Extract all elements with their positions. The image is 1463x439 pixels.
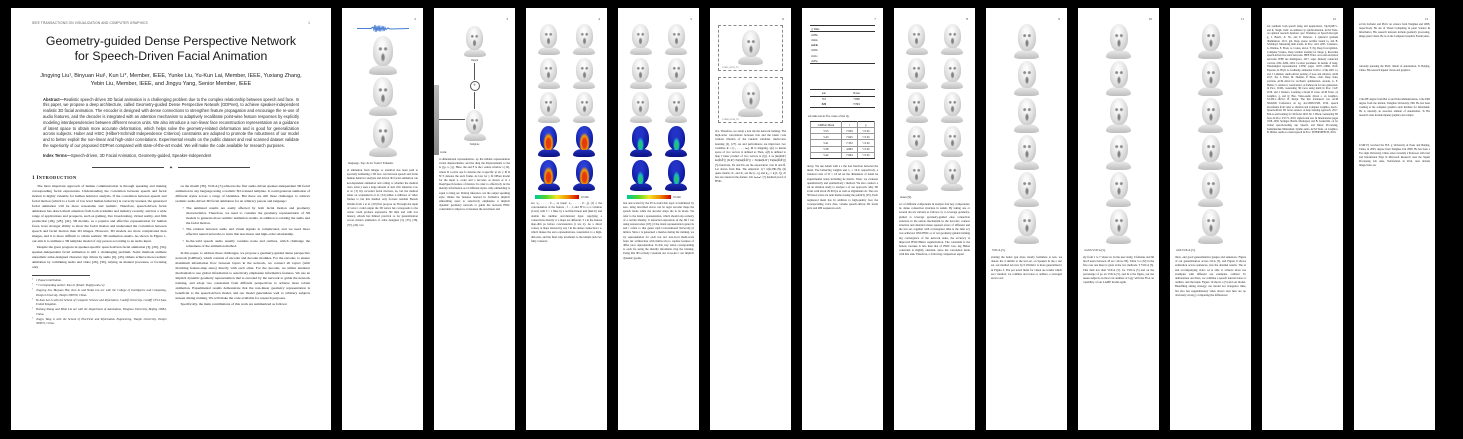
figure-caption: ataset [9]. (900, 195, 912, 199)
figure-caption: VOCA [5]. (992, 248, 1006, 252)
body-text: al animation from images or attention has been paid to specially animating a 3D face. ion between speech and facial human behavior analysis and driven 3D facial animation can ker-dependent animation and ording to whether the method cters. ation y uses a large amount of data cific situation. Cao et al. [3] lity recorded facial motions, ns, but the method relies on wapanakorn et al. [34] utilize n millions of video frames to but this method only focuses resident Barack Obama from s et al. [20] first propose an Through the input of voice t could output the 3D vertex hat corresponds to the center could produce expressive 3D time and with low latency. ethods has limited practical ce for generalization across mation animation of artist designed [3], [35], [36], [37], [43]. Liu (347, 168, 418, 227)
subject-box (718, 25, 783, 71)
face-mesh-figure (463, 26, 487, 57)
colorbar (627, 195, 671, 199)
page-11 (1170, 8, 1251, 430)
face-mesh-figure (368, 118, 398, 157)
table-cell: 7.959 (842, 128, 858, 134)
table-cell: 7.721 (838, 102, 875, 108)
footnote: • * Corresponding author: Kun Li (Email: lik@tju.edu.cn) (32, 283, 167, 287)
error-heatmap-face (537, 160, 561, 191)
face-mesh-figure (940, 126, 964, 157)
running-header (32, 21, 310, 25)
table-caption: ed rank test in five cases of the dy. (808, 113, 850, 118)
page-number: 4 (598, 17, 600, 21)
footnote-rule (32, 275, 90, 276)
figure-caption: work. (440, 150, 447, 154)
plus-circle-icon: + (470, 81, 480, 91)
figure-caption: d with VOCA [5]. (1084, 248, 1106, 252)
face-mesh-figure (905, 58, 929, 89)
table-cell: m24s (811, 37, 818, 42)
error-heatmap-face (664, 126, 688, 157)
page-12 (1262, 8, 1343, 430)
paragraph: on the mouth [36]. VOCA [5] achieves the first audio-driven speaker-independent 3D facial animation in any language using a realistic 3D scanned template. It could generate animation of different styles across a range of identities. But there are still three challenges to achieve realistic audio-driven 3D facial animation for an arbitrary person and language: (175, 183, 310, 203)
face-mesh-figure (1197, 98, 1224, 133)
page-number: 11 (1240, 17, 1244, 21)
subject-id-label: 170809_00138_TA (722, 119, 739, 121)
author-list: Jingying Liu¹, Binyuan Hui¹, Kun Li*, Member, IEEE, Yunke Liu, Yu-Kun Lai, Member, IEEE, Yuxiang Zhang, Yebin Liu, Member, IEEE, and Jingyu Yang, Senior Member, IEEE (40, 73, 302, 88)
page-number: 10 (1148, 17, 1152, 21)
table-cell: m50s (811, 48, 818, 53)
table-cell: 5.43 (810, 134, 841, 140)
face-mesh-figure (1013, 172, 1040, 207)
references-text: ion synthesis from speech using and Applications, 74(22):9871– and K. Singh. JALI: an animator ip synchronization. ACM Trans. on ognition research database: spec Workshop on Speech Recogni g, I. Busch, X. Yu, and P. Debevec. d spherical gradient illumination. 2011. gin. Deep sparse rectifier neural la, and B. Schölkopf. Measuring midt norms. In Proc. ALT, 2005. Catanzaro, G. Diamos, E. Elsen, A. Coates, and A. Y. Ng. Deep h recognition. Computer Science, Deep residual learning for image g. Real-time speech-driven face eural networks. IEEE Trans. on te-and-excitation networks. IEEE ine Intelligence, 2017. erger. Densely connected convolu 2261–2269, 2016. location parameter. In Annals of hang. Disentangled representation CVPR, pages 11957–11966, 2019. Esposito, R. Bryll, A. Godineity, animation. In Proc. of the 2001 va, and J. Lehtinen. Audio-driven earning of pose and emotion. ACM 2017. Xu, I. Thies, M. Nießner, P. Pérez, obalt. Deep video portraits. ACM ethod for stochastic optimization. averens, G. E. Henter, S. Alexan n. Gesticulator: A framework for ture generation. In Proc. ICML, Generating 3D faces using multi In Proc. CGF, 2019. and J. Romero. Learning a model D scans. ACM Trans. on Graphics, g, and Q. Huo. Video-audio driven s. on Graphics, 34:182:1–182:10, B. Kleijn. The hsic bottleneck: ion. ACM SIGKDD Conference on ng, abs/1908.01580, 2019. speech movements from video to alization and Computer Graphics, rkovic. Speech-driven 3D facial earance: A deep learning approach. 2017. End-to-end learning for 3D facial 2018. M. J. Black. Generating 3D faces In Proc. ECCV, 2018. signed-rank test. In International pages 1658–1659. Springer, Berlin, Moubayed, and B. Granström. on for virtual speech-reading sup Speech, and Music Processing, Kemelmacher-Shlizerman. Synthe audio. ACM Trans. on Graphics, B. Milner. Audio-to-visual speech In Proc. INTERSPEECH, 2016. (1267, 25, 1338, 135)
footnote: • Jingyu Yang is with the School of Electrical and Information Engineering, Tianjin University, Tianjin 300072, China. (32, 317, 167, 326)
table-cell: 7.664 (842, 152, 858, 158)
page-number: 8 (966, 17, 968, 21)
paper-title: Geometry-guided Dense Perspective Network for Speech-Driven Facial Animation (45, 34, 297, 63)
page-2 (342, 8, 423, 430)
face-grid (623, 23, 694, 192)
table-header: ean (810, 90, 838, 96)
significance-table (810, 121, 875, 159)
table-cell: < 0.01 (857, 134, 874, 140)
face-grid (899, 23, 970, 192)
table-cell: m11s (811, 53, 818, 58)
face-mesh-figure (537, 58, 561, 89)
face-mesh-figure (1105, 209, 1132, 244)
biography-paragraph: ed his bachelor and Ph.D. ter science from Tsinghua and 2008, respectively. He der of Visual Computing in puter Science & Informatics. His research interests include geometry processing, image puter vision. He is on the Computer Graphics Forum puter. (1359, 23, 1430, 38)
column-right (176, 184, 311, 327)
page-number: 1 (308, 21, 310, 25)
index-terms-label: Index Terms— (43, 152, 71, 158)
table-cell: 701 (821, 97, 827, 102)
paragraph: Despite the great progress in speaker-specific speech-driven facial animation [3], [20], [34], speaker-independent facial animation is still a challenging problem. Some methods animate unrealistic artist-designed character rigs driven by audio [6], [43]. Others achieve more realistic animation by combining audio and video [26], [30], relying on manual processes, or focusing only (32, 245, 167, 270)
table-cell: 7.890 (853, 97, 860, 102)
list-item: • The animated results are easily affected by both facial motion and geometry characteristics. Therefore, we need to consider the geometry representation of 3D models to generate more realistic animation results, in addition to relating the audio and the facial motion. (183, 206, 311, 226)
abstract: Abstract—Realistic speech-driven 3D facial animation is a challenging problem due to the complex relationship between speech and face. In this paper, we propose a deep architecture, called Geometry-guided Dense Perspective Network (GDPnet), to achieve speaker-independent realistic 3D facial animation. The encoder is designed with dense connections to strengthen feature propagation and encourage the re-use of audio features, and the decoder is integrated with an attention mechanism to adaptively recalibrate point-wise feature responses by explicitly modeling interdependencies between different neuron units. We also introduce a non-linear face reconstruction representation as a guidance of latent space to obtain more accurate deformation, which helps solve the geometry-related deformation and is good for generalization across subjects. Huber and HSIC (Hilbert-Schmidt Independence Criterion) constraints are adopted to promote the robustness of our model and to better exploit the non-linear and high-order correlations. Experimental results on the public dataset and real scanned dataset validate the superiority of our proposed GDPnet compared with state-of-the-art model. We will make the code available for research purposes. (43, 96, 299, 148)
noise-table (810, 89, 875, 108)
body-text: decay. We use Adam with a s the loss function between the mesh. The balancing weights and λ₂ = 10.0, respectively. a windows size of W = 16 nd set the dimension of latent he experimental setup including he metric. Then, we evaluate quantitatively and qualitatively t method. We also conduct a rm an ablation study to analyze s of our approach. ality 3D scans with about 29 60 fps as well as alignments ck. The raw 3D head scans are nent method using the publicly [25]. Each registered mesh has In addition to high-quality face the corresponding voice data, valuate speech-driven 3D facial jects and 480 sequences each (807, 164, 878, 211)
footnote: • Yu-Kun Lai is with the School of Computer Science and Informatics, Cardiff University, Cardiff CF24 3AA, United Kingdom. (32, 298, 167, 307)
abstract-label: Abstract— (43, 96, 64, 102)
body-text: strating the better gen more clearly formulate st sets, we denote the d similar to the test set. on Speaker in the e test set, our method nd error by 0.181mm t is more generalized n in Figure 3. The per ucted mesh for visual ate results which are r method, we combine ural noise or outliers, e averaged errors over (991, 255, 1062, 281)
face-mesh-figure (1013, 24, 1040, 59)
body-text: lata and scaled by the PCA stand this layer is initialized by zero. ining described above can be regar encoder maps the speech mode while the decoder maps the la sh mode. We refer to the latent r epresentation, which should exp eometry of a certain identity. It nstructed expression in the 3D f ion using autoencoders [18], [2 the latent representation gener rk and r refers to that gener raph Convolutional Network) [2 inition. Since r is generated o metries during the training, we try representation for each trai ract non-local multi-scale featu der architecture with multi-colu to capture features of differ pace representation. In this way tation corresponding to each fra using the identity informatio ring the training. Using this 3D ectively constrain our cross-mo t our implicit dynamic geome (623, 201, 694, 260)
face-mesh-figure (629, 24, 653, 55)
face-mesh-figure (1013, 209, 1040, 244)
table-cell: 4.863 (842, 146, 858, 152)
figure-caption: with VOCA [5]. (1176, 248, 1196, 252)
face-mesh-figure (940, 160, 964, 191)
body-text: ers, x₀, . . . , xᶠ₋₁, as input: x₁, . . . , xᶠ₋₁]), (1) o the concatenation of the feature , f − 1, and Hᶠ is a co volution (Conv) with 3 × 1 filter by a rectified linear unit (ReLU) and double the number onvolutional layer. Applying e connections directly w e maps are different. T s in the feature map-dim ps before concatenation (i ure 2). As a direct conseq re maps learned by any l m the dense connection r e, which makes the enco epresentations. resentation to a high-dim ents, and the final outp lacements to the templa tack two fully connecte (531, 201, 602, 243)
index-terms: Index Terms—Speech-driven, 3D Facial Animation, Geometry-guided, Speaker-independent (43, 152, 212, 158)
page-number: 6 (782, 17, 784, 21)
subject-box (718, 77, 783, 123)
diagram-label: Output (470, 59, 479, 62)
page-number: 13 (1424, 17, 1428, 21)
journal-name: IEEE TRANSACTIONS ON VISUALIZATION AND COMPUTER GRAPHICS (32, 21, 148, 25)
footnote: • Jingying Liu, Binyuan Hui, Kun Li and Yunke Liu are with the College of Intelligence and Computing, Tianjin University, Tianjin 300350, China. (32, 288, 167, 297)
page-number: 5 (690, 17, 692, 21)
error-heatmap-face (629, 160, 653, 191)
page-number: 7 (874, 17, 876, 21)
page-10 (1078, 8, 1159, 430)
face-mesh-figure (629, 92, 653, 123)
face-mesh-figure (1013, 98, 1040, 133)
table-cell: m58s (811, 32, 818, 37)
colorbar-label: 10 mm (673, 195, 681, 199)
face-mesh-figure (368, 36, 398, 75)
separator-line (178, 167, 250, 168)
paragraph: The most important approach of human communication is through speaking and making corresponding facial expressions. Understanding the correlation between speech and facial motion is highly valuable for human behavior analysis. If the correlation between speech and facial motion (which is a form of low level human behavior) is correctly learned, the generated facial animation will be more reasonable and realistic. Therefore, speech-driven facial animation has drawn much attention from both academia and industry recently, and has a wide range of applications and prospects, such as gaming, live broadcasting, virtual reality, and film production [26], [28], [42]. 3D models, as a popular and effective representation for human faces, have stronger ability to show the facial motion and understand the correlation between speech and facial motion than 2D images. However, 3D models are more complicated than images, and it is more difficult to obtain realistic 3D animation results. As shown in Figure 1, our aim is to animate a 3D template model of any person according to an audio input. (32, 183, 167, 243)
face-mesh-figure (905, 92, 929, 123)
table-header: Noise (838, 90, 875, 96)
arrow-line (474, 63, 475, 80)
face-mesh-figure (905, 24, 929, 55)
face-mesh-figure (629, 58, 653, 89)
face-mesh-figure (1105, 98, 1132, 133)
face-mesh-figure (1105, 61, 1132, 96)
face-mesh-figure (572, 24, 596, 55)
page-7 (802, 8, 883, 430)
face-mesh-figure (368, 77, 398, 116)
column-left (32, 184, 167, 327)
face-mesh-figure (940, 92, 964, 123)
page-3 (434, 8, 515, 430)
list-item: • In-the-wild speech audio usually contains noise and outliers, which challenge the robustness of the animation method. (183, 239, 311, 249)
section-heading: 1 INTRODUCTION (32, 174, 77, 181)
error-heatmap-face (537, 126, 561, 157)
table-cell: 5.38 (810, 146, 841, 152)
face-mesh-figure (572, 58, 596, 89)
training-time-table (810, 25, 875, 64)
face-mesh-figure (737, 30, 764, 65)
page-8 (894, 8, 975, 430)
biography-paragraph: 0-SM'17) received the B.E. g University of Posts and Beijing, China, in 2003, degree from Tsinghua Uni 2008. He has been a Fac anjin University, China, since currently a Professor with rical and Information Engi th Microsoft Research Asia the Signal Processing Lab anne, Switzerland, in 2012, rests include image/video on. (1359, 143, 1430, 167)
error-heatmap-face (572, 126, 596, 157)
face-mesh-figure (1013, 135, 1040, 170)
page-13 (1354, 8, 1435, 430)
body-text: ely from 1 to 7 where nt. In the user study, 6 females and 66 ma 8 users between 18 an r above 60). Table 3 e [32] in the five case ans there is great si the two methods. T VOCA [5]. This dem nce than VOCA [5]. for VOCA [5] and ou the percentage of po an VOCA [5], and th n the figure, our me nseen subjects an thod can animate ar logy with the FLA on capability of our LAME model again (1083, 255, 1154, 285)
figure-caption: language. Top: Actor from rt Einstein. (348, 161, 394, 165)
footnote: • 1 Equal contribution. (32, 278, 167, 282)
colorbar-row (627, 195, 694, 199)
page-number: 9 (1058, 17, 1060, 21)
page-number: 3 (506, 17, 508, 21)
error-heatmap-face (629, 126, 653, 157)
colorbar-label: 10 mm (581, 195, 589, 199)
table-header: GDPnet Mean (810, 121, 841, 127)
table-cell: 7.332 (842, 140, 858, 146)
face-mesh-figure (537, 92, 561, 123)
face-mesh-figure (1197, 209, 1224, 244)
table-cell: < 0.01 (857, 152, 874, 158)
face-mesh-figure (664, 24, 688, 55)
error-heatmap-face (664, 160, 688, 191)
arrow-line (474, 92, 475, 109)
diagram-label: Template (469, 143, 480, 146)
face-mesh-figure (463, 110, 487, 141)
face-mesh-figure (905, 126, 929, 157)
page-1 (11, 8, 331, 430)
face-mesh-figure (940, 58, 964, 89)
face-mesh-figure (1105, 135, 1132, 170)
face-mesh-figure (664, 58, 688, 89)
body-text: w-dimensional representation. ap the hidden representation vertex displacements, and the ding the displacements to the ts {(p, x, y)}. Here, the and F is the t eature window s [12], where D n extra one fo denotes the ct-specific pr sh. y ∈ R N×3 denotes the each frame. At last, let y ∈ DPnet model for the input x. coder and a decoder, as shown er is a DeepSpeech feature of mation. In order to effectively de the identity information as rd different styles. ntity embedding is equal to ining set. During inference, urs the output speaking style. mbine the features learned in formative implicit embedding ayers to selectively emphasize n implicit dynamic geometry network to guide the network HSIC constraints to improve er measure the non-linear and (439, 157, 510, 212)
error-heatmap-face (572, 160, 596, 191)
face-mesh-figure (1013, 61, 1040, 96)
page-6 (710, 8, 791, 430)
diamond-icon: ✦ (169, 164, 173, 170)
table-cell: m14s (811, 43, 818, 48)
table-cell: < 0.01 (857, 140, 874, 146)
face-mesh-figure (1105, 24, 1132, 59)
page-5 (618, 8, 699, 430)
table-cell: m35s (810, 58, 875, 64)
biography-paragraph: d the BE degree from Bei ts and Telecommunications, d the PhD degree from the mation, Tsinghua University, 009. He has been working at the computer graphics anck Institute for Informatik. He is currently an associate artment of Automation, Ts His research areas include mputer graphics and compu (1359, 98, 1430, 118)
face-mesh-figure (1197, 135, 1224, 170)
colorbar-row (535, 195, 602, 199)
body-text: tics. Therefore, we adopt a non ide the network training. The high-order correlations between tion and the latent code without ribution of the random variables. multi-view learning [2], [27]. As and performance are improved. two variables R = [r₁, . . . , rₘ], M is mapping, φ(r) to kernel space of two vectors is defined as Then, φ(r̂) is defined to map r̂ inner product of two vectors is (r̂ⱼ)⟩. d as [kʀ(R,R′) kʀ(R̂,R̂′)] (R,R′) Eʀ[kʀ(R̂,R̂′)] = Eʀ[kʀ(R,R′) Eʀ[kʀ(R̂,R̂′)]] (5) functions, Eʀ and Eʀ are the expectation over R and R̂. Let drawn from Pʀʀ. The empirical 1)⁻² tr(K₁HK₂H), (6) quare matrix. K₁ and K₂ are the (rᵢ, rⱼ) and k₂ᵢⱼ = k₂(r̂ᵢ, r̂ⱼ), ch has zero mean in the feature 1/m 1ₘ1ₘᵀ. (7) detailed proof of HSIC. (715, 129, 786, 184)
table-cell: 7.645 (842, 134, 858, 140)
face-mesh-figure (1105, 172, 1132, 207)
section-separator (32, 165, 310, 171)
two-column-body (32, 184, 310, 327)
face-mesh-figure (940, 24, 964, 55)
page-number: 2 (414, 17, 416, 21)
audio-waveform-icon (357, 24, 409, 33)
face-mesh-figure (1197, 172, 1224, 207)
arrow-line (439, 119, 465, 120)
paragraph: Specifically, the main contributions of this work are summarized as follows: (180, 302, 288, 307)
table-cell: 5.42 (810, 152, 841, 158)
face-mesh-figure (572, 92, 596, 123)
challenge-list (176, 206, 311, 249)
page-number: 12 (1332, 17, 1336, 21)
page-4 (526, 8, 607, 430)
footnote: • Yuxiang Zhang and Yebin Liu are with the Department of Automation, Tsinghua University, Beijing 10084, China. (32, 307, 167, 316)
table-cell: 5.41 (810, 140, 841, 146)
table-cell: < 0.01 (857, 128, 874, 134)
face-mesh-figure (537, 24, 561, 55)
face-mesh-figure (1197, 61, 1224, 96)
page-9 (986, 8, 1067, 430)
face-mesh-figure (737, 82, 764, 117)
paragraph: In this paper, to address these challenges, we propose a geometry-guided dense perspective network (GDPnet), which consists of encoder and decoder modules. For the encoder, to ensure maximum information flow between layers in the network, we connect all layers (with matching feature-map sizes) directly with each other. For the decoder, we utilize attention mechanism to use global information to selectively emphasize informative features. We use an implicit dynamic geometry representation that is encoded by the network to guide the network training, and adopt two constraints from different perspectives to achieve more robust animation. Experimental results demonstrate that the non-linear geometry representation is beneficial to the speech-driven model, and our model generalizes well to arbitrary subjects unseen during training. We will make the code available for research purposes. (175, 250, 310, 300)
network-diagram (439, 25, 510, 147)
biography-paragraph: currently pursuing the Ph.D. rtment of Automation, Ts Beijing, China. His research mputer vision and graphics. (1359, 64, 1430, 72)
face-mesh-figure (664, 92, 688, 123)
body-text: tliers, and good generalization guages and sentences. Figure of our generalization across OCA [5], and Figure 9 shows eralization across sentences. ives the detailed results. The er and accompanying video od is able to achieve more ese examples with different ese examples. outliers: To demonstrate our tliers, we combine a speech natural noise or outliers, and the input. Figure 10 shows a [5] and our model. Benefiting aining strategy, our model not nvergence time, but also has supplementary video shows sion here are no obviously wrong y comparing the differences (1175, 255, 1246, 297)
separator-line (92, 167, 164, 168)
table-cell: < 0.01 (857, 146, 874, 152)
face-mesh-figure (905, 160, 929, 191)
table-header: p (857, 121, 874, 127)
list-item: • The relation between audio and visual signals is complicated, and we need more effective neural networks to learn this non-linear and high-order relationship. (183, 227, 311, 237)
colorbar (535, 195, 579, 199)
body-text: act of different components in analyze four key components: nt, dense connection structure in anism. By taking one or several ain six variants as follows: ts; to leverage geometry-guided to leverage geometry-guided ense connection structure in the ention mechanism in the decoder; connect structure and attention mean squared errors of different and the test set, together with convergence time is the time acy was achieved. With HSIC or of our geometry-guided training ing convergence of the network sides, the accuracy is improved HSIC/Huber regularization. The constraint is the fastest, because is less than that of HSIC loss. ing Huber constraint is slightly onstraint, since the correlation istent with this task. Therefore, e following comparison experi (899, 202, 970, 257)
encoder-block (434, 85, 439, 155)
subject-id-label: 170811_00275_TA (722, 67, 739, 69)
table-header: g Time (810, 26, 875, 32)
table-cell: 5.55 (810, 128, 841, 134)
face-mesh-figure (1197, 24, 1224, 59)
table-header: t (842, 121, 858, 127)
table-cell: 520 (810, 102, 838, 108)
face-grid (531, 23, 602, 192)
